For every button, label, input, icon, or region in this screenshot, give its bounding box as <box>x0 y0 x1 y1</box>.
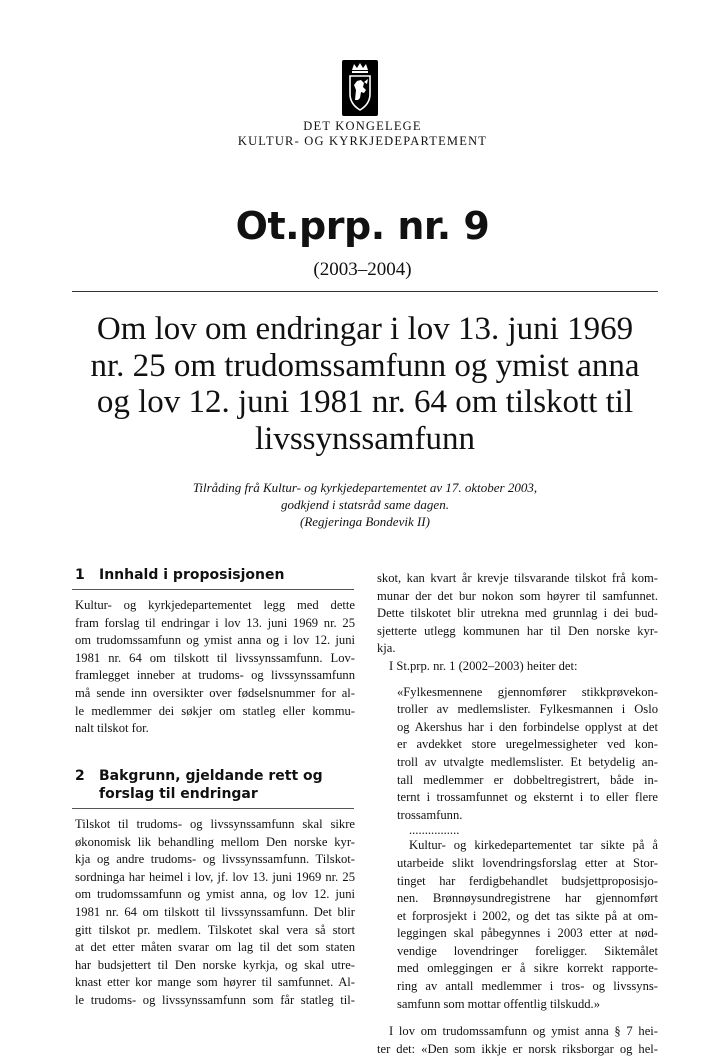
quote-line: ring av antall medlemmer i tros- og livssyns- <box>397 979 658 994</box>
body-line: Dette tilskotet blir utrekna med grunnlag i dei bud- <box>377 606 658 621</box>
quote-line: med omleggingen er å sikre korrekt rapporte- <box>397 961 658 976</box>
crowned-lion-icon <box>342 60 378 116</box>
body-line: økonomisk lik behandling mellom Den norske kyr- <box>75 834 355 849</box>
proposition-title-line: livssynssamfunn <box>254 420 475 457</box>
body-line: munar der det bur nokon som høyrer til samfunnet. <box>377 588 658 603</box>
quote-line: ternt i trossamfunnet og eksternt i to eller flere <box>397 790 658 805</box>
quote-line: tinget har ferdigbehandlet budsjettproposisjo- <box>397 873 658 888</box>
quote-line: et forprosjekt i 2002, og det tas sikte på at om- <box>397 908 658 923</box>
document-title: Ot.prp. nr. 9 <box>235 204 490 248</box>
quote-line: troll av utvalgte medlemslister. Et betydelig an- <box>397 754 658 769</box>
proposition-title-line: Om lov om endringar i lov 13. juni 1969 <box>96 311 634 347</box>
quote-line: Kultur- og kirkedepartementet tar sikte på å <box>409 838 658 853</box>
section-2-body <box>75 816 355 1010</box>
body-line: kja og andre trudoms- og livssynssamfunn. Tilskot- <box>75 852 355 867</box>
block-quote <box>377 684 658 1014</box>
body-line: må sende inn oversikter over fødselsnummer for al- <box>75 685 355 700</box>
section-heading-text: forslag til endringar <box>99 786 258 802</box>
body-line: Tilskot til trudoms- og livssynssamfunn skal sikre <box>75 817 355 831</box>
body-line: fram forslag til endringar i lov 13. juni 1969 nr. 25 <box>75 615 355 630</box>
quote-line: «Fylkesmennene gjennomfører stikkprøvekon- <box>397 684 658 699</box>
section-number: 2 <box>75 768 85 784</box>
recommendation-line: godkjend i statsråd same dagen. <box>281 497 449 512</box>
body-line: kja. <box>377 641 396 656</box>
section-number: 1 <box>75 567 85 583</box>
body-line: le trudoms- og livssynssamfunn som får statleg til- <box>75 992 355 1007</box>
quote-ellipsis: ................ <box>409 823 460 838</box>
quote-line: utarbeide slikt lovendringsforslag etter at Stor- <box>397 855 658 870</box>
body-line: I St.prp. nr. 1 (2002–2003) heiter det: <box>389 658 578 673</box>
quote-line: troller av medlemslister. Fylkesmannen i Oslo <box>397 702 658 717</box>
proposition-title <box>72 311 658 457</box>
recommendation-line: Tilråding frå Kultur- og kyrkjedepartementet av 17. oktober 2003, <box>192 480 538 495</box>
section-1-body <box>75 597 355 738</box>
body-line: knast etter kor mange som høyrer til samfunnet. Al- <box>75 975 355 990</box>
section-heading-2 <box>75 767 365 803</box>
body-line: nalt tilskot for. <box>75 721 149 736</box>
body-line: om trudomssamfunn og ymist anna og i lov 12. juni <box>75 633 355 648</box>
quote-line: vendige lovendringer foreligger. Siktemålet <box>397 943 658 958</box>
body-line: har budsjettert til Den norske kyrkja, og skal utre- <box>75 957 355 972</box>
quote-line: leggingen skal påbegynnes i 2003 etter at nød- <box>397 926 658 941</box>
section-divider <box>72 808 354 809</box>
document-session-year: (2003–2004) <box>313 259 412 280</box>
body-line: Kultur- og kyrkjedepartementet legg med dette <box>75 598 355 612</box>
quote-line: trossamfunn. <box>397 807 463 822</box>
quote-line: tall medlemmer er dobbeltregistrert, både in- <box>397 772 658 787</box>
body-line: at det etter måten svarar om lag til det som staten <box>75 940 355 955</box>
quote-line: nen. Brønnøysundregistrene har gjennomført <box>397 891 658 906</box>
body-line: ter det: «Den som ikkje er norsk riksborgar og hel- <box>377 1041 658 1056</box>
body-line: sjetterte utlegg kommunen har til Den norske kyr- <box>377 623 658 638</box>
body-line: skot, kan kvart år krevje tilsvarande tilskot frå kom- <box>377 571 658 585</box>
body-line: 1981 nr. 64 om tilskott til livssynssamfunn. Det blir <box>75 904 355 919</box>
department-name-line2: KULTUR- OG KYRKJEDEPARTEMENT <box>237 134 488 148</box>
quote-line: samfunn som mottar offentlig tilskudd.» <box>397 996 601 1011</box>
body-line: le medlemmer dei søkjer om statleg eller kommu- <box>75 703 355 718</box>
section-divider <box>72 589 354 590</box>
quote-line: er avdekket store uregelmessigheter ved kon- <box>397 737 658 752</box>
department-name-line1: DET KONGELEGE <box>303 119 422 133</box>
body-line: sordninga har heimel i lov, jf. lov 13. juni 1969 nr. 25 <box>75 869 355 884</box>
recommendation-line: (Regjeringa Bondevik II) <box>300 514 430 529</box>
body-line: gitt tilskot pr. medlem. Tilskotet skal vera så stort <box>75 922 355 937</box>
right-column <box>377 570 658 1058</box>
body-line: I lov om trudomssamfunn og ymist anna § 7 hei- <box>389 1024 658 1039</box>
proposition-title-line: og lov 12. juni 1981 nr. 64 om tilskott til <box>96 384 634 420</box>
title-divider <box>72 291 658 292</box>
section-heading-1 <box>75 566 365 584</box>
section-heading-text: Innhald i proposisjonen <box>99 567 285 583</box>
body-line: framlegget inneber at trudoms- og livssynssamfunn <box>75 668 355 683</box>
quote-line: og Akershus har i den forbindelse opplyst at det <box>397 719 658 734</box>
recommendation-note <box>120 479 610 530</box>
proposition-title-line: nr. 25 om trudomssamfunn og ymist anna <box>90 347 640 384</box>
body-line: 1981 nr. 64 om tilskott til livssynssamfunn. Lov- <box>75 650 355 665</box>
section-heading-text: Bakgrunn, gjeldande rett og <box>99 768 323 784</box>
body-line: om trudomssamfunn og ymist anna, og lov 12. juni <box>75 887 355 902</box>
coat-of-arms-logo <box>342 60 378 116</box>
